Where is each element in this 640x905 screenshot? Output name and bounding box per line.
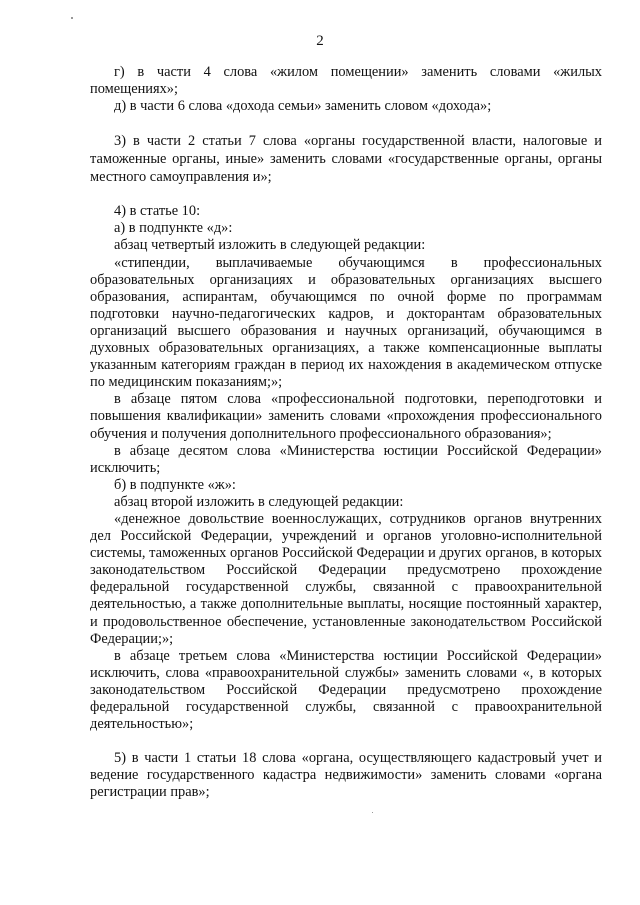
paragraph-abzac-4-intro: абзац четвертый изложить в следующей редакции:	[114, 237, 426, 254]
paragraph-denezhnoe: «денежное довольствие военнослужащих, сотрудников органов внутренних дел Российской Федерации, учреждений и органов уголовно-исполнительной системы, таможенных органов Российской Федерации и других органов, в которых законодательством Российской Федерации предусмотрено прохождение федеральной государственной службы, связанной с правоохранительной деятельностью, а также дополнительные выплаты, носящие постоянный характер, и продовольственное обеспечение, установленные законодательством Российской Федерации;»;	[90, 510, 602, 647]
paragraph-sub-b: б) в подпункте «ж»:	[114, 476, 236, 493]
page-number: 2	[316, 33, 324, 49]
paragraph-stipendii: «стипендии, выплачиваемые обучающимся в профессиональных образовательных организациях и образовательных организациях высшего образования, аспирантам, обучающимся по очной форме по программам подготовки научно-педагогических кадров, и докторантам образовательных организаций высшего образования и научных организаций, обучающимся в духовных образовательных организациях, а также компенсационные выплаты указанным категориям граждан в период их нахождения в академическом отпуске по медицинским показаниям;»;	[90, 254, 602, 391]
paragraph-sub-a: а) в подпункте «д»:	[114, 220, 233, 237]
paragraph-item-4: 4) в статье 10:	[114, 203, 201, 220]
paragraph-g: г) в части 4 слова «жилом помещении» заменить словами «жилых помещениях»;	[90, 64, 602, 98]
paragraph-item-5: 5) в части 1 статьи 18 слова «органа, осуществляющего кадастровый учет и ведение государственного кадастра недвижимости» заменить словами «органа регистрации прав»;	[90, 750, 602, 801]
scan-speck	[372, 812, 373, 813]
paragraph-abzac-3: в абзаце третьем слова «Министерства юстиции Российской Федерации» исключить, слова «правоохранительной службы» заменить словами «, в которых законодательством Российской Федерации предусмотрено прохождение федеральной государственной службы, связанной с правоохранительной деятельностью»;	[90, 647, 602, 733]
paragraph-d: д) в части 6 слова «дохода семьи» заменить словом «дохода»;	[114, 98, 492, 115]
paragraph-abzac-2-intro: абзац второй изложить в следующей редакции:	[114, 493, 404, 510]
paragraph-abzac-5: в абзаце пятом слова «профессиональной подготовки, переподготовки и повышения квалификации» заменить словами «прохождения профессионального обучения и получения дополнительного профессионального образования»;	[90, 391, 602, 442]
paragraph-abzac-10: в абзаце десятом слова «Министерства юстиции Российской Федерации» исключить;	[90, 442, 602, 476]
document-body	[90, 64, 602, 801]
paragraph-item-3: 3) в части 2 статьи 7 слова «органы государственной власти, налоговые и таможенные органы, иные» заменить словами «государственные органы, органы местного самоуправления и»;	[90, 133, 602, 186]
scan-speck	[71, 17, 73, 19]
